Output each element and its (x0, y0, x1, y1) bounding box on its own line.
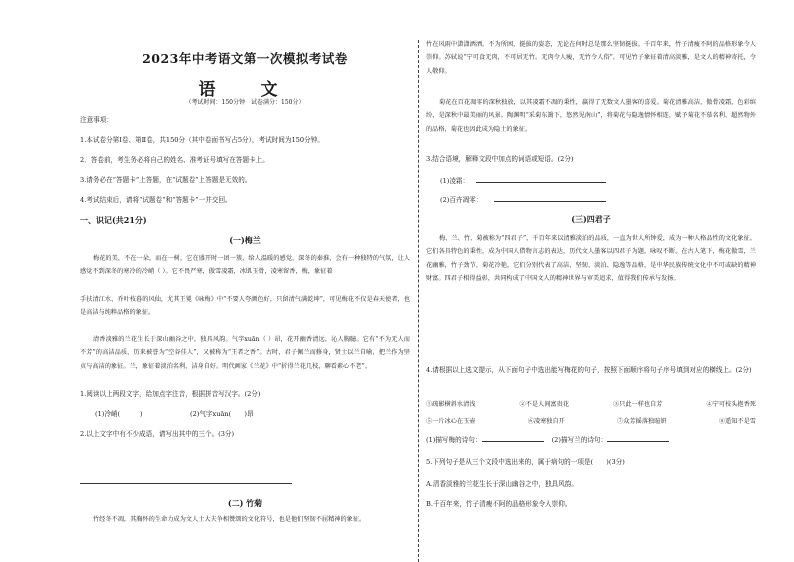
q3-answer-line-2[interactable] (494, 201, 606, 202)
q1-blank-2[interactable]: (2)气字xuān( )昂 (190, 410, 254, 418)
exam-info: （考试时间：150分钟 试卷满分：150分） (185, 99, 305, 106)
subsection-title: (二) 竹菊 (227, 498, 263, 508)
q4-options-row (426, 399, 756, 408)
exam-title: 2023年中考语文第一次模拟考试卷 (142, 51, 348, 66)
right-column (426, 0, 756, 562)
passage-paragraph: 梅花的美，不在一朵，而在一树，它在盛开时一团一簇，给人温暖的感觉。深冬的秦淮，会有一种独特的气氛，让人感觉不到深冬的寒冷的冷峭（ ）。它不畏严寒，傲雪凌霜，冰肌玉骨，凌寒留香，梅，象征着 (80, 255, 410, 276)
q4-options-row (426, 416, 756, 425)
question-5: 5.下列句子是从三个文段中选出来的，属于病句的一项是( )(3分) (426, 458, 625, 466)
q3-answer-line-1[interactable] (476, 182, 606, 183)
option-item: ④宁可枝头抱香死 (706, 401, 756, 408)
option-item: ③只此一样也自芳 (613, 401, 663, 408)
q3-item-1: (1)凌霜： (440, 177, 470, 185)
option-item: ⑧遥知不是雪 (718, 418, 756, 425)
question-1: 1.阅读以上两段文字，给加点字注音，根据拼音写汉字。(2分) (80, 390, 261, 398)
q3-item-2: (2)百卉凋零： (440, 196, 483, 204)
option-item: ②不是人间富贵花 (519, 401, 569, 408)
passage-paragraph: 清香淡雅的兰花生长于深山幽谷之中，独具风韵。气字xuān（ ）昂，花开幽香清远，沁人胸臆。它有“不为无人而不芳”的高洁品质，历来被誉为“空谷佳人”，又被称为“王者之香”。古时，君子佩兰而修身，贤士以兰自喻，把兰作为坚贞与高洁的象征。兰，象征着淡泊名利、洁身自好。明代画家《兰花》中“折得兰花几枝，聊看素心不老”。 (80, 336, 410, 370)
section-heading: 一、识记(共21分) (80, 215, 147, 225)
option-item: ⑦众芳摇落独暄妍 (617, 418, 667, 425)
column-divider (418, 40, 419, 562)
q4-fill-label-a: (1)描写梅的诗句： (426, 436, 482, 444)
q4-fill-row (426, 434, 756, 444)
q4-fill-label-b: (2)描写兰的诗句： (551, 436, 608, 444)
passage-paragraph: 竹经冬不凋，其胸怀的生命力成为文人士大夫争相赞颂的文化符号，也是他们坚韧不屈精神的象征。 (93, 516, 366, 523)
question-3: 3.结合语境，解释文段中加点的词语或短语。(2分) (426, 155, 574, 163)
q4-fill-blank-b[interactable] (607, 435, 669, 442)
question-4: 4.请根据以上选文提示，从下面句子中选出能写梅花的句子，按照下面顺序将句子序号填到对应的横线上。(2分) (426, 366, 752, 374)
passage-paragraph: 竹在风雨中潇潇洒洒，不为所困，挺拔的姿态，无论在何时总是那么坚韧挺拔。千百年来，竹子清瘦不阿的品格形象令人崇仰。苏轼说“宁可食无肉，不可居无竹。无肉令人瘦，无竹令人俗”，可见竹子象征着清高淡雅，是文人的精神寄托，令人敬仰。 (426, 41, 756, 75)
note-item: 1.本试卷分第Ⅰ卷、第Ⅱ卷，共150分（其中卷面书写占5分），考试时间为150分钟。 (80, 136, 324, 144)
subsection-title: (三)四君子 (571, 214, 611, 224)
answer-line[interactable] (80, 483, 292, 484)
option-item: ⑥凌寒独自开 (527, 418, 565, 425)
passage-paragraph: 手扶清江水，乔叶枝暮的风仙，尤其王冕《咏梅》中“不要人夸颜色好，只留清气满乾坤”，可见梅花不仅是春天使者，也是高洁与纯粹品格的象征。 (80, 296, 410, 317)
option-item: ⑤一片冰心在玉壶 (426, 418, 476, 425)
q5-option-a[interactable]: A.清香淡雅的兰花生长于深山幽谷之中，独具风韵。 (426, 480, 578, 488)
note-item: 2．答卷前，考生务必将自己的姓名、准考证号填写在答题卡上。 (80, 156, 269, 164)
note-item: 3.请务必在“答题卡”上答题，在“试题卷”上答题是无效的。 (80, 176, 252, 184)
passage-paragraph: 梅、兰、竹、菊被称为“四君子”，千百年来以清雅淡泊的品质，一直为世人所钟爱，成为一种人格品性的文化象征。它们各具特色的秉性，成为中国人借物言志的表达，历代文人墨客以四君子为题，咏叹不断。在古人笔下，梅花傲雪，兰花幽雅，竹子劲节，菊花冷艳，它们分别代表了高洁、坚韧、淡泊、隐逸等品格，是中华民族传统文化中不可或缺的精神财富。四君子相得益彰，共同构成了中国文人的精神世界与审美追求，值得我们传承与发扬。 (426, 235, 756, 282)
note-item: 4.考试结束后，请将“试题卷”和“答题卡”一并交回。 (80, 196, 232, 204)
q1-blank-1[interactable]: (1)冷峭( ) (95, 410, 143, 418)
question-2: 2.以上文字中有不少成语，请写出其中的三个。(3分) (80, 430, 235, 438)
notes-heading: 注意事项： (80, 116, 113, 124)
option-item: ①疏影横斜水清浅 (426, 401, 476, 408)
q5-option-b[interactable]: B.千百年来，竹子清瘦不阿的品格形象令人崇仰。 (426, 500, 572, 508)
left-column (80, 0, 410, 562)
passage-paragraph: 菊花在百花凋零的深秋独放，以其凌霜不凋的秉性，赢得了无数文人墨客的喜爱。菊花清雅高洁，傲骨凌霜，色彩缤纷，是深秋中最美丽的风景。陶渊明“采菊东篱下，悠然见南山”，将菊花与隐逸情怀相连，赋予菊花不慕名利、超然物外的品格，菊花也因此成为隐士的象征。 (426, 99, 756, 133)
q4-fill-blank-a[interactable] (482, 435, 544, 442)
subsection-title: (一)梅兰 (229, 235, 261, 245)
subject-title: 语 文 (198, 80, 292, 100)
